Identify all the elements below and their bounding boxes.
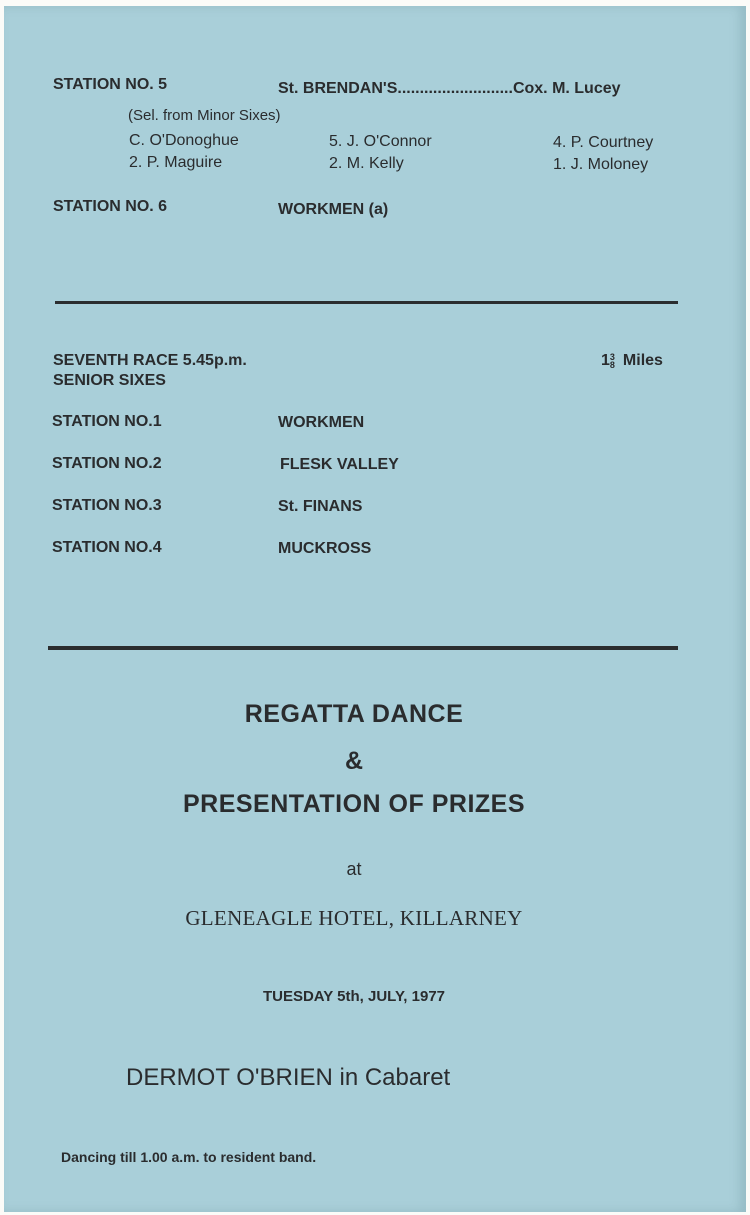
event-cabaret: DERMOT O'BRIEN in Cabaret <box>126 1064 451 1091</box>
race-distance <box>601 352 663 370</box>
station-crew: WORKMEN <box>278 414 365 431</box>
station-6-label: STATION NO. 6 <box>53 198 168 215</box>
programme-page <box>4 6 746 1212</box>
distance-unit: Miles <box>622 352 663 369</box>
event-venue: GLENEAGLE HOTEL, KILLARNEY <box>185 906 523 930</box>
race-subtitle: SENIOR SIXES <box>53 372 166 389</box>
station-crew: MUCKROSS <box>278 540 372 557</box>
station-5-note: (Sel. from Minor Sixes) <box>128 107 281 124</box>
station-label: STATION NO.2 <box>52 455 162 472</box>
station-label: STATION NO.3 <box>52 497 162 514</box>
divider-rule <box>55 301 678 304</box>
rower: C. O'Donoghue <box>129 132 239 149</box>
station-5-label: STATION NO. 5 <box>53 76 168 93</box>
event-at: at <box>346 859 362 879</box>
rower: 5. J. O'Connor <box>329 133 432 150</box>
rower: 4. P. Courtney <box>553 134 654 151</box>
distance-denominator: 8 <box>609 360 615 370</box>
distance-fraction <box>610 353 615 369</box>
event-footer: Dancing till 1.00 a.m. to resident band. <box>61 1149 317 1165</box>
station-crew: St. FINANS <box>278 498 363 515</box>
distance-numerator: 3 <box>609 352 615 362</box>
event-subtitle: PRESENTATION OF PRIZES <box>182 790 526 818</box>
station-label: STATION NO.1 <box>52 413 162 430</box>
rower: 1. J. Moloney <box>553 156 649 173</box>
distance-whole: 1 <box>601 352 610 369</box>
station-5-crew: St. BRENDAN'S..........................Cox. M. Lucey <box>278 80 621 97</box>
rower: 2. P. Maguire <box>129 154 223 171</box>
divider-rule <box>48 646 678 650</box>
station-6-crew: WORKMEN (a) <box>278 201 389 218</box>
event-ampersand: & <box>344 747 364 775</box>
race-title: SEVENTH RACE 5.45p.m. <box>53 352 247 369</box>
rower: 2. M. Kelly <box>329 155 404 172</box>
event-date: TUESDAY 5th, JULY, 1977 <box>262 988 446 1005</box>
station-crew: FLESK VALLEY <box>280 456 399 473</box>
event-title: REGATTA DANCE <box>244 700 464 728</box>
station-label: STATION NO.4 <box>52 539 162 556</box>
